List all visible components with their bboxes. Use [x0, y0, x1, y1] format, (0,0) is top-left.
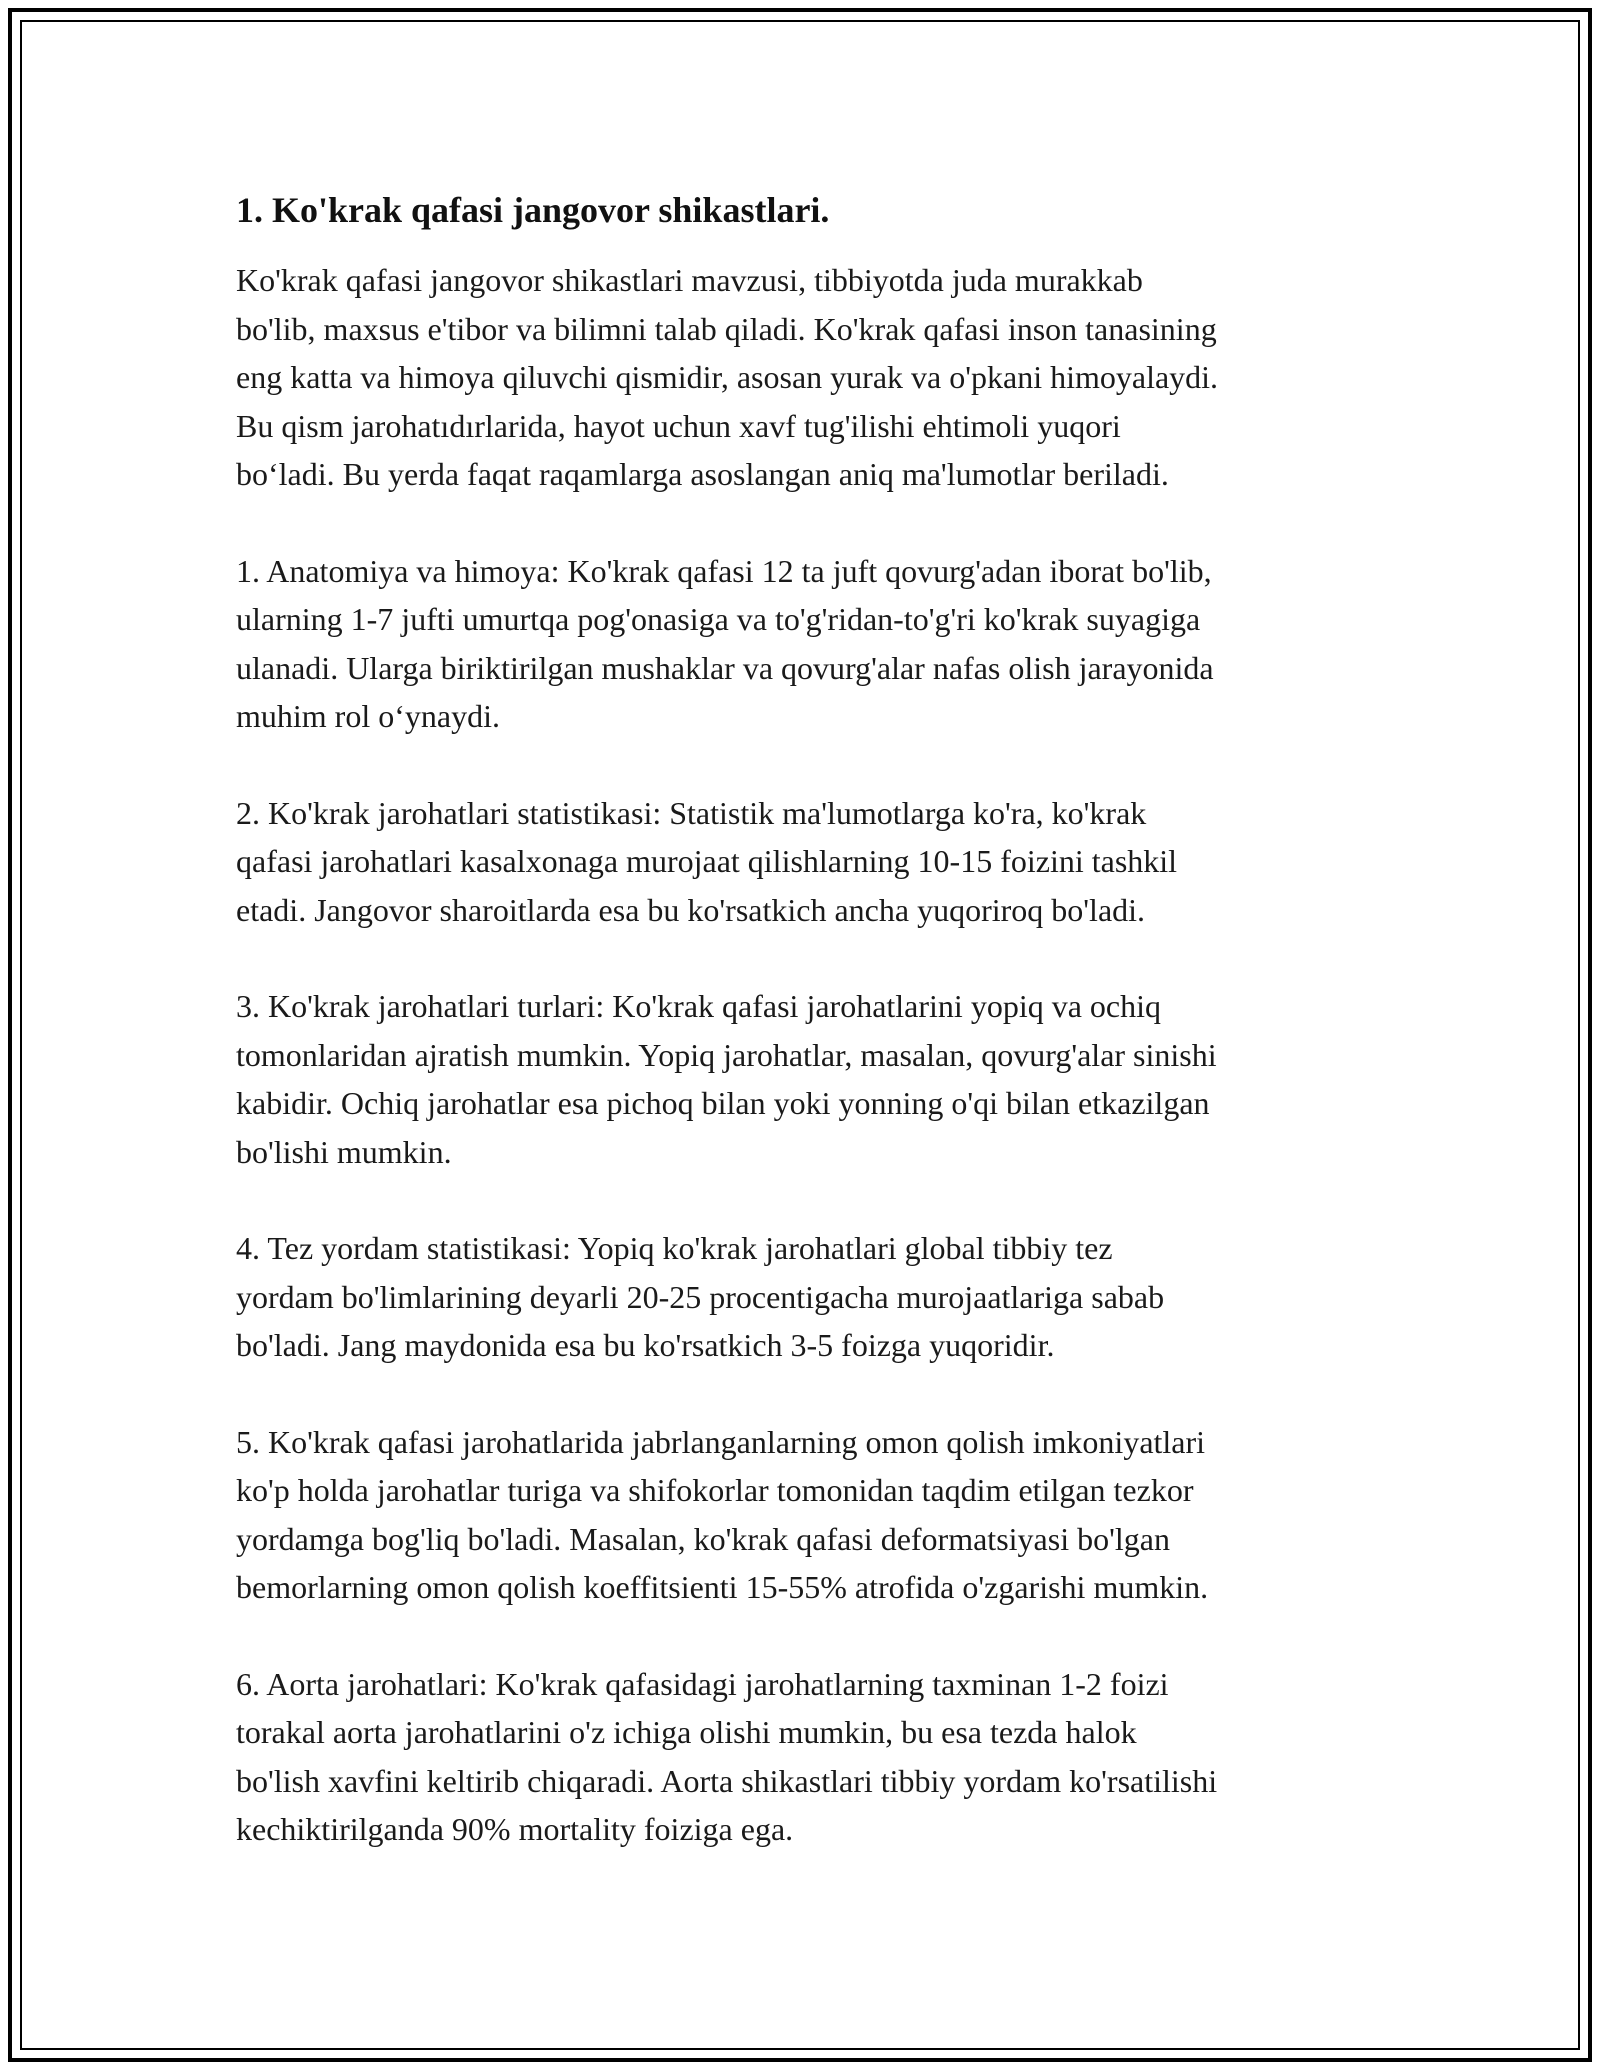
- paragraph-line: 1. Anatomiya va himoya: Ko'krak qafasi 12 ta juft qovurg'adan iborat bo'lib,: [236, 552, 1212, 589]
- statistics-paragraph: [236, 789, 1376, 935]
- paragraph-line: kechiktirilganda 90% mortality foiziga ega.: [236, 1811, 794, 1847]
- paragraph-line: tomonlaridan ajratish mumkin. Yopiq jarohatlar, masalan, qovurg'alar sinishi: [236, 1036, 1217, 1073]
- paragraph-line: 3. Ko'krak jarohatlari turlari: Ko'krak qafasi jarohatlarini yopiq va ochiq: [236, 988, 1161, 1024]
- paragraph-line: ularning 1-7 jufti umurtqa pog'onasiga va to'g'ridan-to'g'ri ko'krak suyagiga: [236, 601, 1201, 637]
- paragraph-line: bo‘ladi. Bu yerda faqat raqamlarga asoslangan aniq ma'lumotlar beriladi.: [236, 456, 1169, 492]
- paragraph-line: eng katta va himoya qiluvchi qismidir, asosan yurak va o'pkani himoyalaydi.: [236, 359, 1219, 395]
- paragraph-line: muhim rol o‘ynaydi.: [236, 698, 500, 734]
- survival-paragraph: [236, 1418, 1376, 1612]
- paragraph-line: bo'lib, maxsus e'tibor va bilimni talab qiladi. Ko'krak qafasi inson tanasining: [236, 310, 1217, 347]
- paragraph-line: Ko'krak qafasi jangovor shikastlari mavzusi, tibbiyotda juda murakkab: [236, 262, 1143, 298]
- paragraph-line: bo'lishi mumkin.: [236, 1133, 452, 1170]
- paragraph-line: ko'p holda jarohatlar turiga va shifokorlar tomonidan taqdim etilgan tezkor: [236, 1472, 1194, 1508]
- document-body: [236, 186, 1376, 1902]
- paragraph-line: bo'ladi. Jang maydonida esa bu ko'rsatkich 3-5 foizga yuqoridir.: [236, 1327, 1055, 1363]
- paragraph-line: bo'lish xavfini keltirib chiqaradi. Aorta shikastlari tibbiy yordam ko'rsatilishi: [236, 1762, 1218, 1799]
- paragraph-line: 6. Aorta jarohatlari: Ko'krak qafasidagi jarohatlarning taxminan 1-2 foizi: [236, 1665, 1169, 1702]
- paragraph-line: etadi. Jangovor sharoitlarda esa bu ko'rsatkich ancha yuqoriroq bo'ladi.: [236, 891, 1146, 928]
- paragraph-line: qafasi jarohatlari kasalxonaga murojaat qilishlarning 10-15 foizini tashkil: [236, 843, 1178, 879]
- emergency-paragraph: [236, 1224, 1376, 1370]
- paragraph-line: torakal aorta jarohatlarini o'z ichiga olishi mumkin, bu esa tezda halok: [236, 1714, 1137, 1750]
- aorta-paragraph: [236, 1660, 1376, 1854]
- document-title: 1. Ko'krak qafasi jangovor shikastlari.: [236, 190, 830, 230]
- paragraph-line: yordam bo'limlarining deyarli 20-25 procentigacha murojaatlariga sabab: [236, 1278, 1165, 1315]
- paragraph-line: Bu qism jarohatıdırlarida, hayot uchun xavf tug'ilishi ehtimoli yuqori: [236, 407, 1121, 444]
- intro-paragraph: [236, 256, 1376, 499]
- paragraph-line: 5. Ko'krak qafasi jarohatlarida jabrlanganlarning omon qolish imkoniyatlari: [236, 1423, 1206, 1460]
- injury-types-paragraph: [236, 982, 1376, 1176]
- paragraph-line: yordamga bog'liq bo'ladi. Masalan, ko'krak qafasi deformatsiyasi bo'lgan: [236, 1520, 1170, 1557]
- paragraph-line: bemorlarning omon qolish koeffitsienti 15-55% atrofida o'zgarishi mumkin.: [236, 1569, 1209, 1605]
- paragraph-line: 4. Tez yordam statistikasi: Yopiq ko'krak jarohatlari global tibbiy tez: [236, 1230, 1113, 1266]
- anatomy-paragraph: [236, 547, 1376, 741]
- paragraph-line: ulanadi. Ularga biriktirilgan mushaklar va qovurg'alar nafas olish jarayonida: [236, 649, 1214, 686]
- paragraph-line: kabidir. Ochiq jarohatlar esa pichoq bilan yoki yonning o'qi bilan etkazilgan: [236, 1085, 1210, 1121]
- paragraph-line: 2. Ko'krak jarohatlari statistikasi: Statistik ma'lumotlarga ko'ra, ko'krak: [236, 794, 1147, 831]
